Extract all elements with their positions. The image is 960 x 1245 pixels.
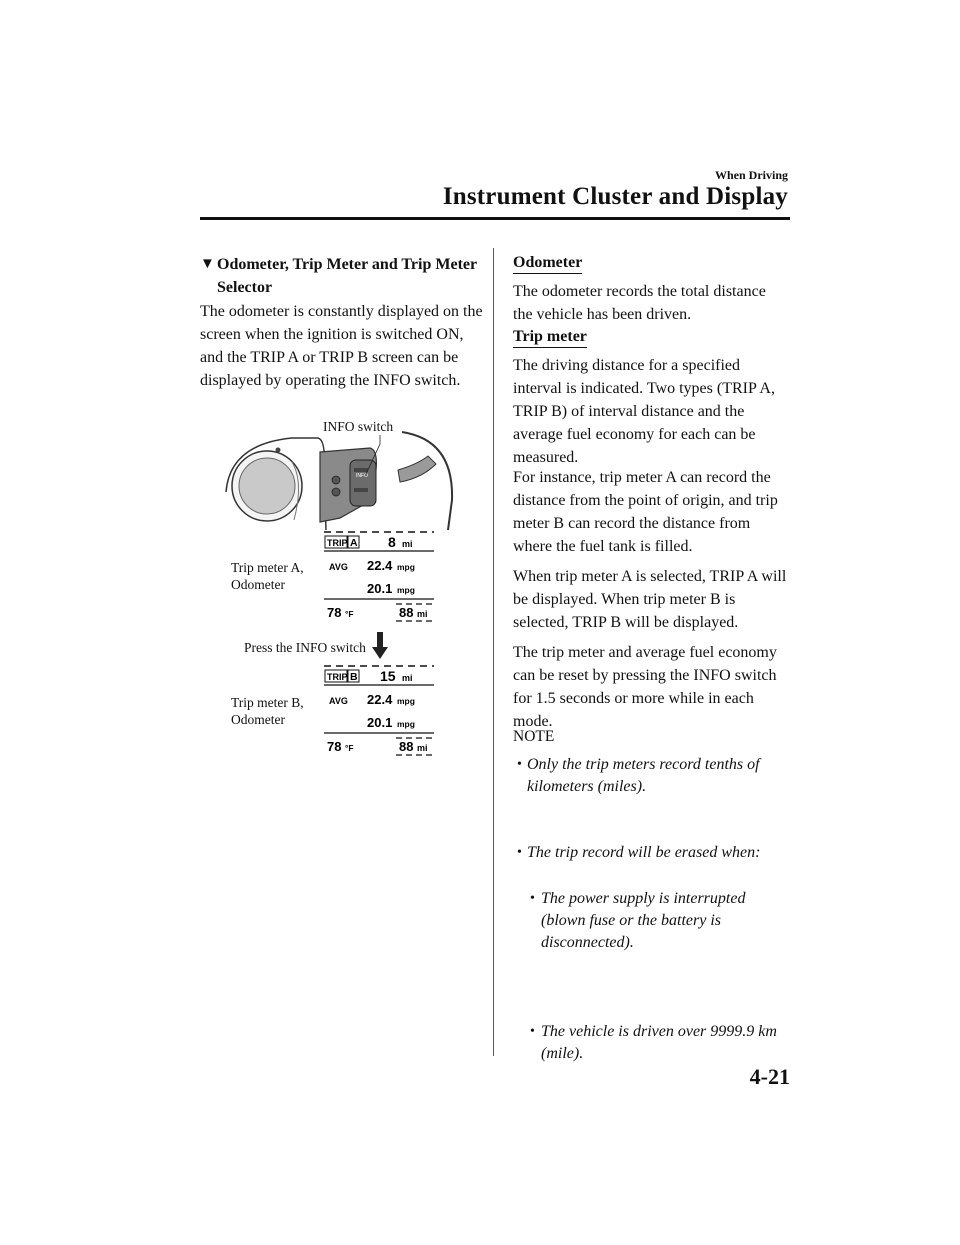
trip-a-avg-unit: mpg bbox=[397, 562, 415, 572]
subnote-text: The power supply is interrupted (blown fuse or the battery is disconnected). bbox=[541, 890, 746, 951]
note-text: Only the trip meters record tenths of kilometers (miles). bbox=[527, 756, 760, 795]
instance-text: For instance, trip meter A can record the distance from the point of origin, and trip meter B can record the distance from where the fuel tank is filled. bbox=[513, 469, 778, 555]
trip-b-letter: B bbox=[350, 671, 358, 683]
note-label: NOTE bbox=[513, 728, 555, 745]
arrow-down-icon bbox=[372, 632, 388, 660]
steering-wheel-rim bbox=[402, 432, 452, 530]
subnote-text: The vehicle is driven over 9999.9 km (mile). bbox=[541, 1023, 777, 1062]
trip-b-odo: 88 bbox=[399, 739, 414, 754]
section-heading-text: Odometer, Trip Meter and Trip Meter Selector bbox=[217, 256, 477, 296]
note-text: The trip record will be erased when: bbox=[527, 844, 761, 861]
trip-a-unit: mi bbox=[402, 539, 413, 549]
odometer-text: The odometer records the total distance the vehicle has been driven. bbox=[513, 283, 766, 323]
header-rule bbox=[200, 217, 790, 220]
triangle-marker-icon: ▼ bbox=[200, 256, 215, 272]
bullet-icon: • bbox=[517, 845, 522, 860]
trip-a-label bbox=[231, 559, 304, 593]
note-item bbox=[513, 754, 788, 798]
bullet-icon: • bbox=[517, 757, 522, 772]
trip-b-label-line1: Trip meter B, bbox=[231, 695, 304, 710]
trip-a-odo-unit: mi bbox=[417, 609, 428, 619]
trip-a-value: 8 bbox=[388, 534, 396, 550]
cluster-arm bbox=[398, 456, 436, 482]
trip-b-avg-unit: mpg bbox=[397, 696, 415, 706]
instrument-cluster-illustration bbox=[222, 430, 456, 532]
bullet-icon: • bbox=[530, 1024, 535, 1039]
bullet-icon: • bbox=[530, 891, 535, 906]
odometer-heading: Odometer bbox=[513, 254, 582, 274]
trip-a-label-line2: Odometer bbox=[231, 577, 285, 592]
press-info-label: Press the INFO switch bbox=[244, 640, 366, 655]
trip-b-tag: TRIP bbox=[327, 672, 348, 682]
trip-b-avg-value: 22.4 bbox=[367, 692, 393, 707]
info-switch-label: INFO switch bbox=[323, 419, 394, 434]
note-item bbox=[513, 842, 788, 864]
trip-b-cur-value: 20.1 bbox=[367, 715, 393, 730]
selected-text: When trip meter A is selected, TRIP A will be displayed. When trip meter B is selected, TRIP B will be displayed. bbox=[513, 568, 787, 631]
trip-b-value: 15 bbox=[380, 668, 396, 684]
trip-b-odo-unit: mi bbox=[417, 743, 428, 753]
trip-a-cur-value: 20.1 bbox=[367, 581, 393, 596]
trip-b-temp: 78 bbox=[327, 739, 342, 754]
trip-a-avg-value: 22.4 bbox=[367, 558, 393, 573]
svg-text:INFO: INFO bbox=[356, 473, 368, 479]
reset-text: The trip meter and average fuel economy can be reset by pressing the INFO switch for 1.5 seconds or more while in each mode. bbox=[513, 644, 777, 730]
section-heading bbox=[200, 253, 490, 299]
page-number: 4-21 bbox=[749, 1064, 790, 1089]
trip-a-odo: 88 bbox=[399, 605, 414, 620]
trip-b-cur-unit: mpg bbox=[397, 719, 415, 729]
trip-a-letter: A bbox=[350, 537, 358, 549]
section-label: When Driving bbox=[714, 168, 788, 182]
subnote-item bbox=[530, 1021, 788, 1065]
trip-a-label-line1: Trip meter A, bbox=[231, 560, 304, 575]
speedometer-inner bbox=[239, 458, 295, 514]
trip-a-temp: 78 bbox=[327, 605, 342, 620]
subnote-item bbox=[530, 888, 788, 954]
trip-a-avg-label: AVG bbox=[329, 562, 348, 572]
info-switch-pad bbox=[350, 460, 376, 506]
trip-b-display bbox=[318, 664, 440, 760]
trip-a-display bbox=[318, 530, 440, 626]
cluster-indicator bbox=[276, 448, 281, 453]
page-title: Instrument Cluster and Display bbox=[442, 183, 788, 210]
trip-b-unit: mi bbox=[402, 673, 413, 683]
trip-a-cur-unit: mpg bbox=[397, 585, 415, 595]
intro-paragraph: The odometer is constantly displayed on the screen when the ignition is switched ON, and the TRIP A or TRIP B screen can be displayed by operating the INFO switch. bbox=[200, 303, 483, 389]
trip-a-tag: TRIP bbox=[327, 538, 348, 548]
trip-b-temp-unit: °F bbox=[345, 743, 354, 753]
trip-b-label bbox=[231, 694, 304, 728]
column-divider bbox=[493, 248, 494, 1056]
trip-b-label-line2: Odometer bbox=[231, 712, 285, 727]
trip-meter-heading: Trip meter bbox=[513, 328, 587, 348]
trip-a-temp-unit: °F bbox=[345, 609, 354, 619]
trip-b-avg-label: AVG bbox=[329, 696, 348, 706]
trip-meter-text: The driving distance for a specified interval is indicated. Two types (TRIP A, TRIP B) of interval distance and the average fuel economy for each can be measured. bbox=[513, 357, 775, 466]
